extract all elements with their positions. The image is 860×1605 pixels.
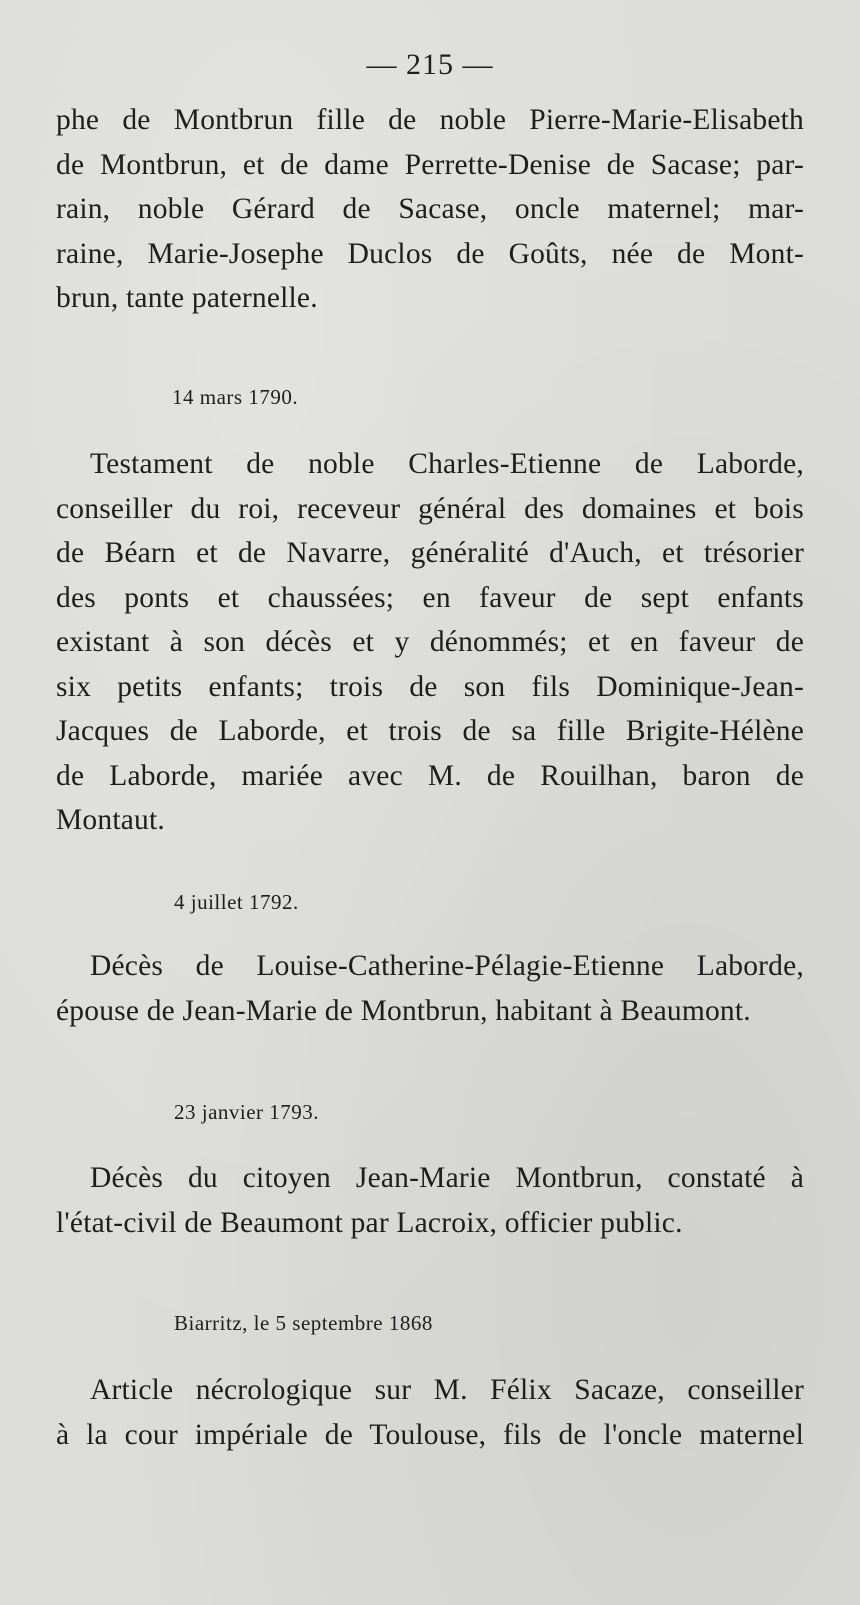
entry-4-date: Biarritz, le 5 septembre 1868 (174, 1311, 433, 1335)
entry-0-paragraph (56, 98, 804, 321)
entry-2-paragraph (56, 944, 804, 1033)
entry-1-line: Jacques de Laborde, et trois de sa fille Brigite-Hélène (56, 715, 804, 747)
entry-1-line: de Laborde, mariée avec M. de Rouilhan, baron de (56, 759, 804, 792)
entry-4-line: à la cour impériale de Toulouse, fils de l'oncle maternel (56, 1418, 804, 1451)
entry-0-line: de Montbrun, et de dame Perrette-Denise de Sacase; par- (56, 148, 804, 181)
entry-1-line: Testament de noble Charles-Etienne de Laborde, (90, 448, 804, 480)
entry-0-line: raine, Marie-Josephe Duclos de Goûts, née de Mont- (56, 237, 804, 270)
entry-0-line: phe de Montbrun fille de noble Pierre-Marie-Elisabeth (56, 104, 804, 136)
entry-2-line: épouse de Jean-Marie de Montbrun, habitant à Beaumont. (56, 994, 751, 1027)
entry-1-paragraph (56, 442, 804, 843)
entry-3-paragraph (56, 1156, 804, 1245)
entry-1-line: des ponts et chaussées; en faveur de sept enfants (56, 581, 804, 614)
entry-1-date: 14 mars 1790. (172, 385, 299, 409)
entry-0-line: brun, tante paternelle. (56, 282, 318, 314)
entry-3-line: Décès du citoyen Jean-Marie Montbrun, constaté à (90, 1162, 804, 1194)
entry-2-date: 4 juillet 1792. (174, 890, 299, 914)
entry-1-line: existant à son décès et y dénommés; et en faveur de (56, 626, 804, 658)
entry-1-line: six petits enfants; trois de son fils Dominique-Jean- (56, 670, 804, 703)
entry-3-date: 23 janvier 1793. (174, 1100, 320, 1124)
entry-0-line: rain, noble Gérard de Sacase, oncle maternel; mar- (56, 193, 804, 225)
entry-1-line: de Béarn et de Navarre, généralité d'Auch, et trésorier (56, 537, 804, 569)
entry-1-line: conseiller du roi, receveur général des domaines et bois (56, 492, 804, 525)
entry-2-line: Décès de Louise-Catherine-Pélagie-Etienne Laborde, (90, 950, 804, 982)
entry-3-line: l'état-civil de Beaumont par Lacroix, officier public. (56, 1206, 683, 1239)
entry-4-paragraph (56, 1368, 804, 1457)
page-number: — 215 — (366, 48, 494, 81)
entry-1-line: Montaut. (56, 804, 165, 836)
entry-4-line: Article nécrologique sur M. Félix Sacaze, conseiller (90, 1374, 804, 1406)
